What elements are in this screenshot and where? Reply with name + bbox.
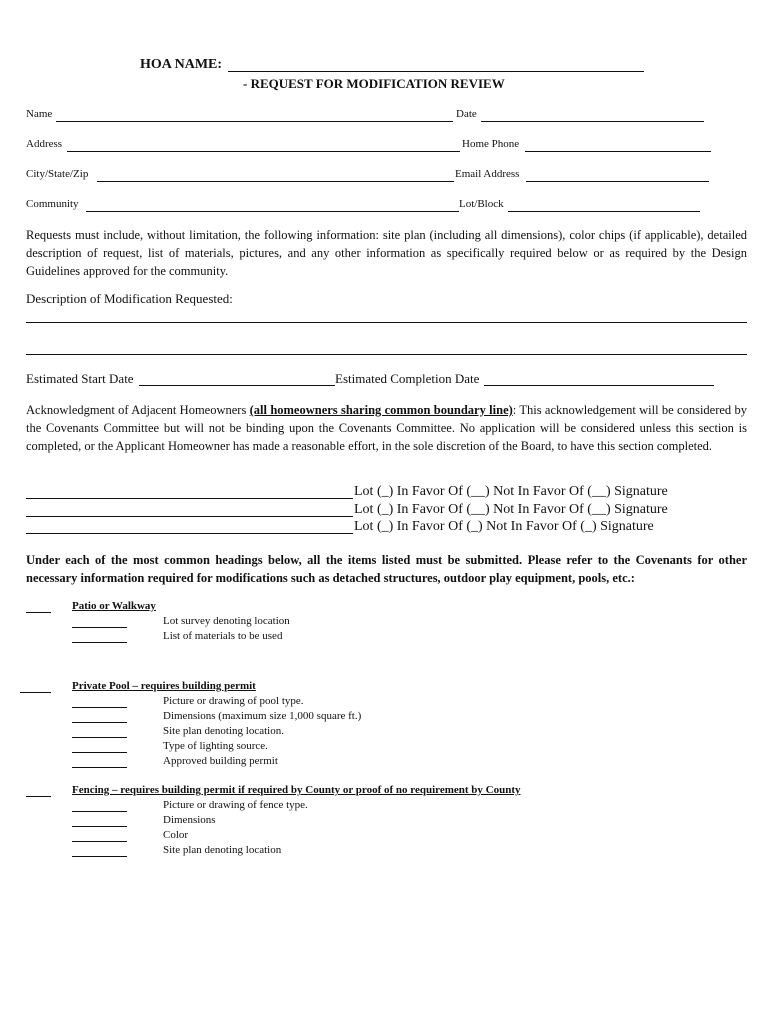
signature-line-3[interactable] (26, 533, 353, 534)
description-line-1[interactable] (26, 322, 747, 323)
pool-item-line[interactable] (72, 722, 127, 723)
city-state-zip-label: City/State/Zip (26, 168, 89, 180)
ack-prefix: Acknowledgment of Adjacent Homeowners (26, 403, 250, 417)
instructions-paragraph: Under each of the most common headings below, all the items listed must be submitted. Please refer to the Covenants for other necessary information required for modifications such as detached structures, outdoor play equipment, pools, etc.: (26, 553, 747, 585)
patio-check-line[interactable] (26, 612, 51, 613)
description-label: Description of Modification Requested: (26, 291, 233, 306)
est-completion-label: Estimated Completion Date (335, 371, 480, 386)
fencing-item: Dimensions (163, 814, 216, 826)
est-completion-field[interactable] (484, 385, 714, 386)
pool-item-line[interactable] (72, 752, 127, 753)
form-subtitle: - REQUEST FOR MODIFICATION REVIEW (243, 76, 505, 91)
pool-item-line[interactable] (72, 767, 127, 768)
pool-item: Approved building permit (163, 755, 278, 767)
patio-heading: Patio or Walkway (72, 600, 156, 612)
pool-item: Site plan denoting location. (163, 725, 284, 737)
est-start-field[interactable] (139, 385, 335, 386)
name-label: Name (26, 108, 53, 120)
lot-block-field[interactable] (508, 211, 700, 212)
patio-item: List of materials to be used (163, 630, 283, 642)
fencing-heading: Fencing – requires building permit if required by County or proof of no requirement by County (72, 784, 521, 796)
city-state-zip-field[interactable] (97, 181, 454, 182)
fencing-item-line[interactable] (72, 826, 127, 827)
fencing-item: Site plan denoting location (163, 844, 282, 856)
fencing-item-line[interactable] (72, 856, 127, 857)
fencing-item: Picture or drawing of fence type. (163, 799, 308, 811)
name-field[interactable] (56, 121, 453, 122)
email-label: Email Address (455, 168, 520, 180)
acknowledgment-paragraph (26, 401, 747, 455)
fencing-item-line[interactable] (72, 841, 127, 842)
signature-row-1: Lot (_) In Favor Of (__) Not In Favor Of (__) Signature (354, 484, 668, 499)
home-phone-field[interactable] (525, 151, 711, 152)
patio-item-line[interactable] (72, 642, 127, 643)
pool-item: Type of lighting source. (163, 740, 268, 752)
email-field[interactable] (526, 181, 709, 182)
requirements-paragraph: Requests must include, without limitation, the following information: site plan (including all dimensions), color chips (if applicable), detailed description of request, list of materials, pictures, and any other information as specifically required below or as required by the Design Guidelines approved for the community. (26, 228, 747, 278)
address-field[interactable] (67, 151, 460, 152)
pool-item-line[interactable] (72, 737, 127, 738)
patio-item: Lot survey denoting location (163, 615, 290, 627)
pool-item: Dimensions (maximum size 1,000 square ft.) (163, 710, 362, 722)
pool-item: Picture or drawing of pool type. (163, 695, 304, 707)
date-field[interactable] (481, 121, 704, 122)
est-start-label: Estimated Start Date (26, 371, 134, 386)
signature-line-1[interactable] (26, 498, 353, 499)
ack-emphasis: (all homeowners sharing common boundary line) (249, 403, 513, 417)
signature-row-2: Lot (_) In Favor Of (__) Not In Favor Of (__) Signature (354, 502, 668, 517)
signature-row-3: Lot (_) In Favor Of (_) Not In Favor Of (_) Signature (354, 519, 654, 534)
patio-item-line[interactable] (72, 627, 127, 628)
lot-block-label: Lot/Block (459, 198, 504, 210)
address-label: Address (26, 138, 63, 150)
community-label: Community (26, 198, 79, 210)
hoa-name-label: HOA NAME: (140, 57, 223, 72)
pool-item-line[interactable] (72, 707, 127, 708)
fencing-check-line[interactable] (26, 796, 51, 797)
description-line-2[interactable] (26, 354, 747, 355)
pool-check-line[interactable] (20, 692, 51, 693)
date-label: Date (456, 108, 477, 120)
community-field[interactable] (86, 211, 459, 212)
home-phone-label: Home Phone (462, 138, 520, 150)
signature-line-2[interactable] (26, 516, 353, 517)
ack-suffix: : This acknowledgement will be considered by the Covenants Committee but will not be binding upon the Covenants Committee. No application will be considered unless this section is completed, or the Applicant Homeowner has made a reasonable effort, in the sole discretion of the Board, to have this section completed. (26, 403, 747, 453)
hoa-name-line[interactable] (228, 71, 644, 72)
fencing-item-line[interactable] (72, 811, 127, 812)
pool-heading: Private Pool – requires building permit (72, 680, 256, 692)
fencing-item: Color (163, 829, 189, 841)
